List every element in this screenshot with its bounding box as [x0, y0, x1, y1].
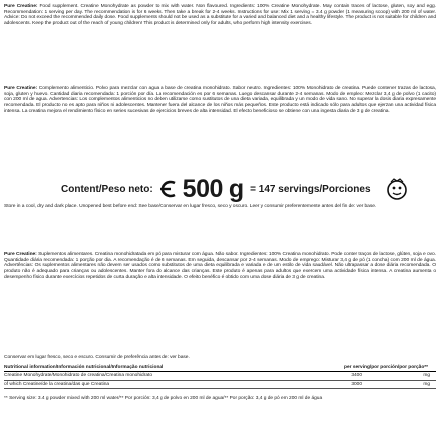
storage-text: Store in a cool, dry and dark place. Unopened best before end: See base/Conservar en lugar fresco, seco y oscuro. Leer y consumir preferentemente antes del fin de: ver base. [4, 204, 377, 209]
portuguese-label-text [4, 252, 436, 357]
portuguese-description: Suplementos alimentares. Creatina monohidratada em pó para misturar com água. Não sabor. Ingredientes: 100% Creatina monohidrato. Pode conter traços de lactose, glúten, soja e ovo. Quantidade diária recomendada: 1 porção por dia. A recomendação é de 6 semanas. Em seguida, descansar por 2-4 semanas. Modo de emprego: Misturar 3,4 g de pó (1 concha) com 200 ml de água. Advertências: Os suplementos alimentares não devem ser usados como substitutos de uma dieta equilibrada e variada e de um estilo de vida saudável. Não ultrapassar a dose diária recomendada. O produto não é adequado para crianças ou adolescentes. Manter fora do alcance das crianças. Este produto é apenas para adultos que exercem uma actividade física intensa. A creatina aumenta o desempenho físico durante exercícios repetidos de curta duração e alta intensidade. O efeito benéfico é obtido com uma dose diária de 3 g de creatina. [4, 252, 438, 280]
nutrition-header-label: Nutritional information/Información nutricional/Informação nutricional [4, 365, 164, 370]
nutrient-unit: mg [423, 373, 430, 379]
serving-footnote: ** Serving size: 3.4 g powder mixed with 200 ml water/** Por porción: 3,4 g de polvo en 200 ml de agua/** Por porção: 3,4 g de pó em 200 ml de água [4, 396, 323, 401]
smiley-mascot-icon [385, 177, 409, 201]
spanish-label-text [4, 86, 436, 166]
content-label: Content/Peso neto: [61, 183, 153, 195]
portuguese-product-label: Pure Creatine: [4, 252, 37, 257]
spanish-product-label: Pure Creatine: [4, 86, 38, 91]
nutrition-header-serving: per serving/por porción/por porção** [344, 365, 428, 370]
nutrition-table [4, 364, 436, 389]
net-unit: g [228, 174, 245, 203]
net-amount: 500 [182, 174, 223, 203]
nutrient-name: Creatine Monohydrate/Monohidrato de creatina/Creatina monohidrato [4, 373, 152, 379]
servings-count: = 147 servings/Porciones [250, 183, 371, 195]
english-product-label: Pure Creatine: [4, 4, 38, 9]
spanish-description: Complemento alimenticio. Polvo para mezclar con agua a base de creatina monohidrato. Sabor neutro. Ingredientes: 100% Monohidrato de creatina. Puede contener trazas de lactosa, soja, gluten y huevo. Cantidad diaria recomendada: 1 porción por día. La recomendación es por 6 semanas. Luego descansar durante 2-4 semanas. Modo de empleo: Mezclar 3,4 g de polvo (1 cacito) con 200 ml de agua. Advertencias: Los complementos alimenticios no deben utilizarse como sustitutos de una dieta variada, equilibrada y un modo de vida sano. No superar la dosis diaria expresamente recomendada. El producto no es apto para niños ni adolescentes. Mantener fuera del alcance de los niños más pequeños. Este producto está indicado sólo para adultos que ejerzan una actividad física intensa. La creatina mejora el rendimiento físico en series sucesivas de ejercicios breves de alta intensidad. El efecto beneficioso se obtiene con una ingesta diaria de 3 g de creatina. [4, 86, 438, 114]
net-content-row [4, 174, 436, 204]
nutrition-table-header [4, 364, 436, 372]
nutrition-row [4, 372, 436, 380]
nutrient-unit: mg [423, 381, 430, 387]
english-description: Food supplement. Creatine Monohydrate as powder to mix with water. Non flavoured. Ingredients: 100% Creatine Monohydrate. May contain traces of lactose, gluten, soy and egg. Recommendation: 1 serving per day. The recommendation is for 6 weeks. Then take a break for 2-4 weeks. Instructions for use: Mix 1 serving = 3.4 g powder (1 measuring scoop) with 200 ml of water. Advice: Do not exceed the recommended daily dose. Food supplements should not be used as a substitute for a varied and balanced diet and a healthy lifestyle. The product is not suitable for children and adolescents. Keep the product out of the reach of young children! This product is determined only for adults, who perform high intensity exercises. [4, 4, 438, 27]
nutrition-row [4, 381, 436, 389]
english-label-text [4, 4, 436, 86]
portuguese-storage-text: Conservar em lugar fresco, seco e escuro. Consumir de preferência antes de: ver base. [4, 355, 190, 360]
nutrient-name: of which Creatine/de la creatina/das que Creatina [4, 381, 110, 387]
nutrient-value: 3000 [351, 381, 362, 387]
nutrient-value: 3400 [351, 373, 362, 379]
estimated-sign-icon [157, 181, 179, 197]
